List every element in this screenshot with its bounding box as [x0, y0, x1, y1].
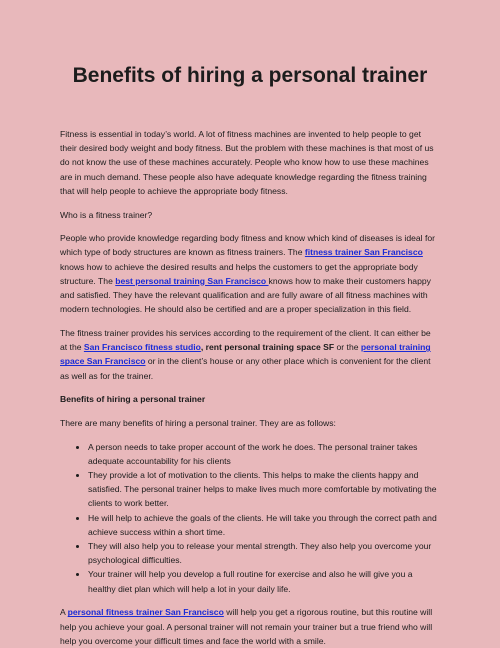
trainer-definition-paragraph: [60, 231, 440, 316]
document-body: [60, 127, 440, 648]
benefits-list: [60, 440, 440, 596]
benefits-subheading: Benefits of hiring a personal trainer: [60, 394, 206, 405]
list-item: • They provide a lot of motivation to the clients. This helps to make the clients happy and satisfied. The personal trainer helps to make lives much more comfortable by motivating the clients to work better.: [88, 468, 440, 511]
list-item: • A person needs to take proper account of the work he does. The personal trainer takes adequate accountability for his clients: [88, 440, 440, 468]
text: A: [60, 607, 68, 618]
list-item: • They will also help you to release your mental strength. They also help you overcome your psychological difficulties.: [88, 539, 440, 567]
list-intro-paragraph: There are many benefits of hiring a personal trainer. They are as follows:: [60, 417, 336, 428]
page-title: Benefits of hiring a personal trainer: [72, 64, 428, 87]
list-item: • Your trainer will help you develop a full routine for exercise and also he will give you a healthy diet plan which will help a lot in your daily life.: [88, 567, 440, 595]
link-personal-fitness-trainer-san-francisco[interactable]: personal fitness trainer San Francisco: [67, 607, 224, 618]
intro-paragraph: Fitness is essential in today’s world. A lot of fitness machines are invented to help people to get their desired body weight and body fitness. But the problem with these machines is that most of us do not know the use of these machines accurately. People who know how to use these machines are in much demand. These people also have adequate knowledge regarding the fitness training that will help people to achieve the appropriate body fitness.: [60, 129, 434, 196]
text: or in the client’s house or any other place which is convenient for the client as well as for the trainer.: [60, 356, 431, 381]
text: or the: [334, 342, 361, 353]
text: The fitness trainer provides his services according to the requirement of the client. It can either be at the: [60, 327, 431, 353]
link-san-francisco-fitness-studio[interactable]: San Francisco fitness studio: [83, 342, 201, 353]
closing-paragraph: [60, 605, 440, 648]
services-paragraph: [60, 326, 440, 383]
text: will help you get a rigorous routine, but this routine will help you achieve your goal. A personal trainer will not remain your trainer but a true friend who will help you overcome your difficult times and face the world with a smile.: [60, 607, 433, 646]
link-fitness-trainer-san-francisco[interactable]: fitness trainer San Francisco: [304, 247, 423, 258]
text: knows how to make their customers happy and satisfied. They have the relevant qualification and are fully aware of all fitness machines with modern technologies. He should also be certified and are a proper specialization in this field.: [60, 275, 431, 315]
question-paragraph: Who is a fitness trainer?: [60, 209, 153, 220]
text: knows how to achieve the desired results and helps the customers to get the appropriate body structure. The: [60, 261, 418, 286]
bold-text: , rent personal training space SF: [200, 342, 335, 353]
link-best-personal-training-san-francisco[interactable]: best personal training San Francisco: [115, 275, 269, 286]
list-item: • He will help to achieve the goals of the clients. He will take you through the correct path and achieve success within a short time.: [88, 511, 440, 539]
text: People who provide knowledge regarding body fitness and know which kind of diseases is ideal for which type of body structures are known as fitness trainers. The: [60, 233, 436, 258]
link-personal-training-space-san-francisco[interactable]: personal training space San Francisco: [60, 342, 431, 367]
